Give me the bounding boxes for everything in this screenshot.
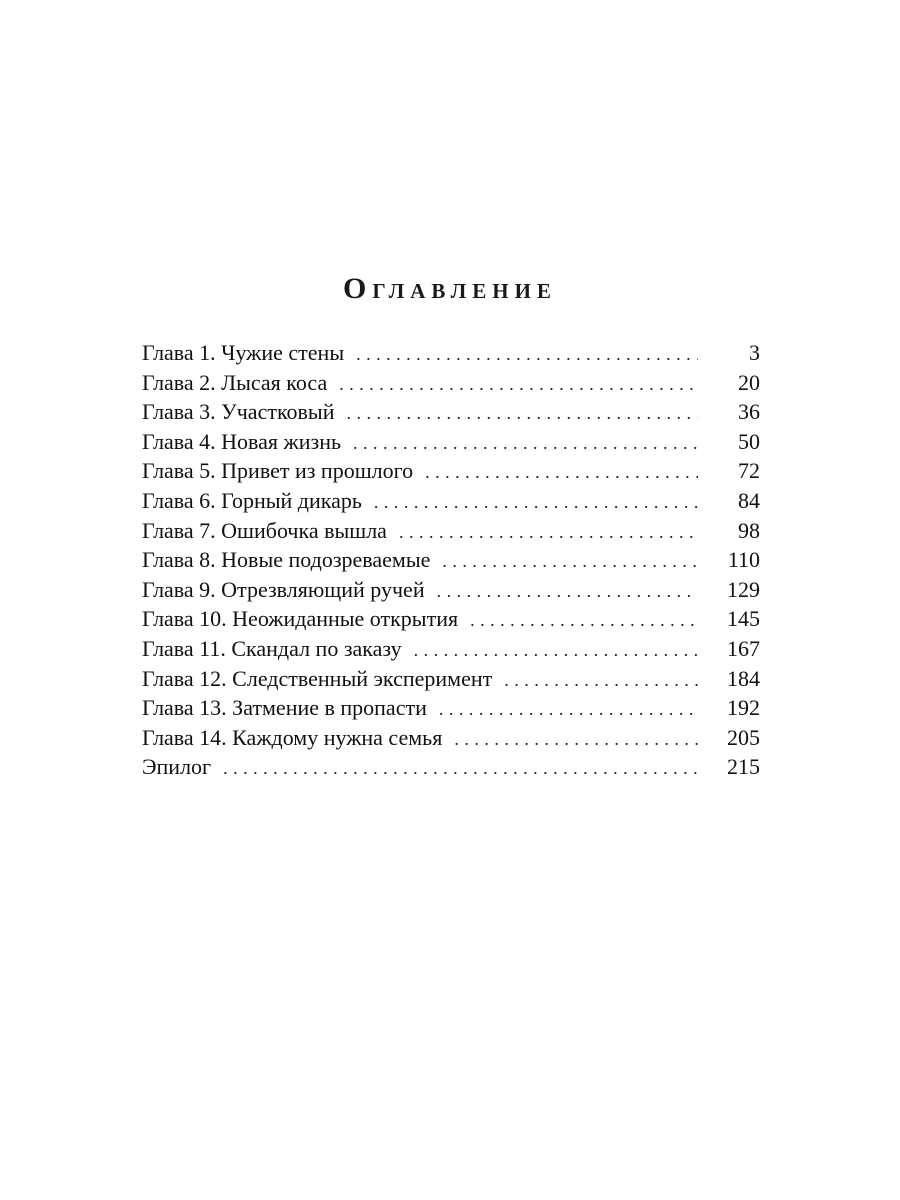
toc-entry-page: 192: [727, 695, 760, 721]
toc-title: Оглавление: [343, 272, 557, 305]
toc-dot-leader: [437, 577, 698, 607]
toc-entry-page: 110: [727, 547, 760, 573]
toc-entry-label: Глава 7. Ошибочка вышла: [142, 517, 387, 543]
toc-entry-page: 145: [727, 606, 760, 632]
toc-entry: [142, 604, 760, 634]
toc-dot-leader: [504, 666, 698, 696]
toc-entry-page: 129: [727, 576, 760, 602]
toc-entry-label: Глава 1. Чужие стены: [142, 340, 345, 365]
toc-entry-label: Глава 9. Отрезвляющий ручей: [142, 576, 425, 602]
toc-entry-epilogue: [142, 752, 760, 782]
toc-entry-page: 36: [738, 399, 760, 425]
toc-entry-page: 50: [738, 428, 760, 454]
toc-entry: [142, 338, 760, 368]
toc-entry-page: 20: [738, 369, 760, 395]
toc-entry: [142, 575, 760, 605]
toc-dot-leader: [454, 725, 698, 755]
toc-dot-leader: [414, 636, 698, 666]
toc-dot-leader: [374, 488, 698, 518]
toc-entry: [142, 486, 760, 516]
toc-entry-label: Глава 2. Лысая коса: [142, 369, 328, 395]
toc-entry-label: Глава 11. Скандал по заказу: [142, 635, 402, 661]
toc-dot-leader: [339, 370, 698, 400]
toc-entry-label: Глава 5. Привет из прошлого: [142, 458, 414, 484]
toc-entry: [142, 516, 760, 546]
toc-entry-page: 98: [738, 517, 760, 543]
toc-entry: [142, 634, 760, 664]
toc-entry-page: 84: [738, 487, 760, 513]
toc-entry-page: 205: [727, 724, 760, 750]
toc-entry: [142, 427, 760, 457]
toc-entry-page: 167: [727, 635, 760, 661]
toc-dot-leader: [442, 547, 698, 577]
table-of-contents: [142, 338, 760, 782]
toc-dot-leader: [425, 458, 698, 488]
toc-entry-label: Глава 14. Каждому нужна семья: [142, 724, 443, 750]
toc-entry-label: Глава 10. Неожиданные открытия: [142, 606, 459, 632]
toc-dot-leader: [439, 695, 698, 725]
toc-entry-page: 72: [738, 458, 760, 484]
toc-entry-label: Глава 12. Следственный эксперимент: [142, 665, 493, 691]
toc-entry: [142, 693, 760, 723]
toc-entry: [142, 397, 760, 427]
toc-entry-page: 215: [727, 754, 760, 780]
toc-entry: [142, 723, 760, 753]
toc-dot-leader: [353, 429, 698, 459]
toc-entry-label: Глава 4. Новая жизнь: [142, 428, 342, 454]
toc-dot-leader: [346, 399, 698, 429]
toc-entry-label: Глава 3. Участковый: [142, 399, 335, 425]
toc-dot-leader: [223, 754, 698, 784]
toc-entry-label: Глава 13. Затмение в пропасти: [142, 695, 427, 721]
toc-entry-label: Эпилог: [142, 754, 212, 780]
toc-dot-leader: [356, 340, 698, 370]
toc-entry-page: 3: [749, 340, 760, 365]
toc-entry-label: Глава 6. Горный дикарь: [142, 487, 362, 513]
toc-entry-page: 184: [727, 665, 760, 691]
toc-dot-leader: [399, 518, 698, 548]
toc-dot-leader: [470, 606, 698, 636]
toc-entry: [142, 664, 760, 694]
toc-entry-label: Глава 8. Новые подозреваемые: [142, 547, 431, 573]
toc-entry: [142, 545, 760, 575]
toc-entry: [142, 368, 760, 398]
toc-entry: [142, 456, 760, 486]
